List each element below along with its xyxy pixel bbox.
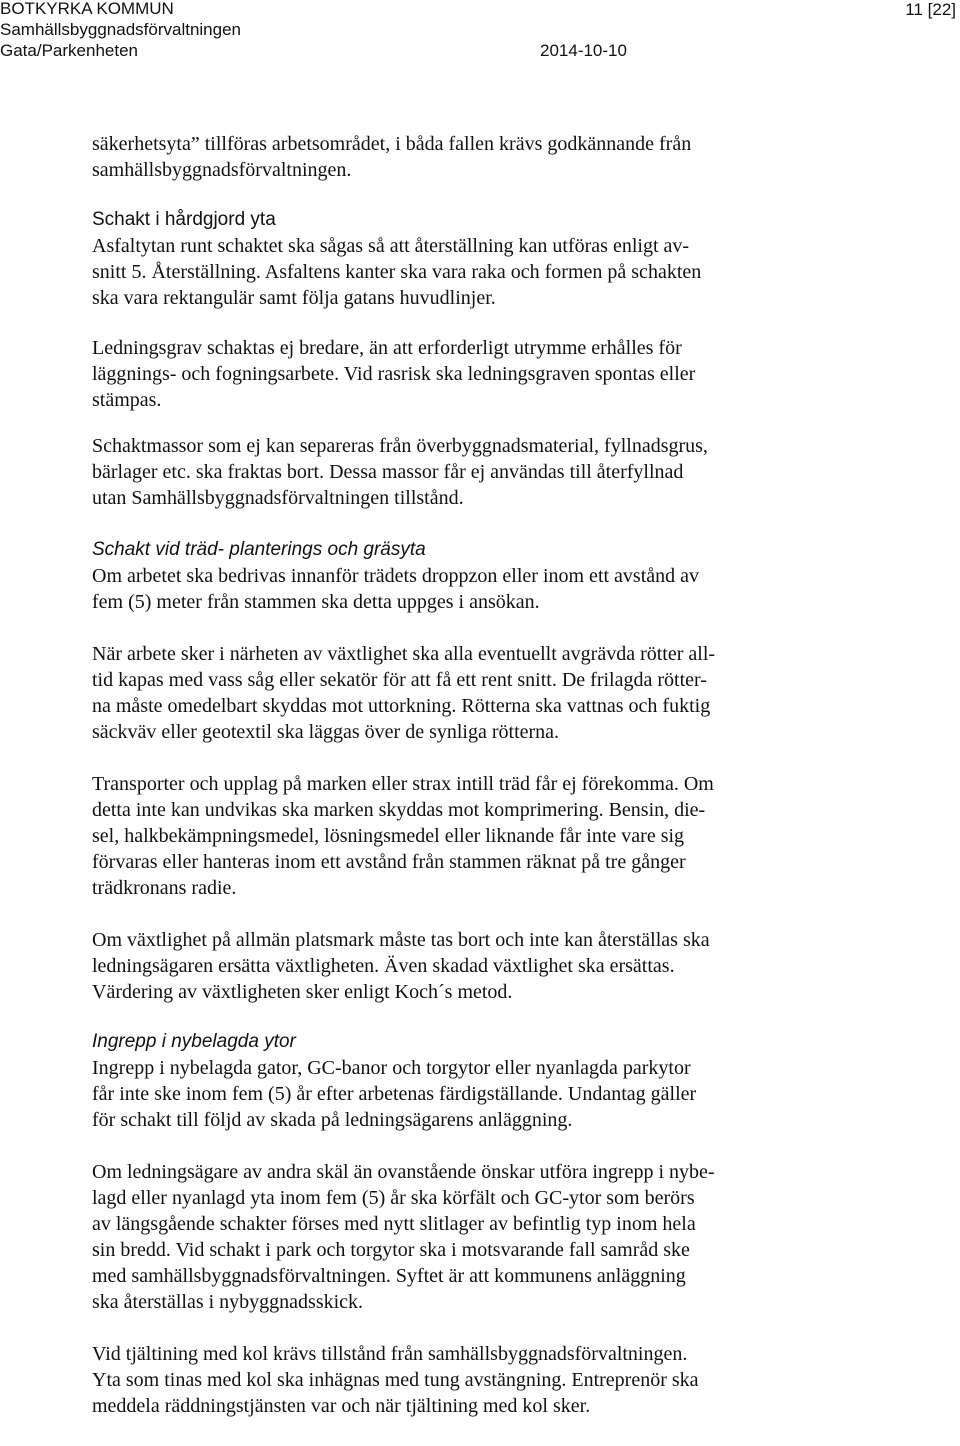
paragraph-droppzon: Om arbetet ska bedrivas innanför trädets droppzon eller inom ett avstånd av fem (5) meter från stammen ska detta uppges i ansökan. — [92, 565, 700, 613]
paragraph-ingrepp: Ingrepp i nybelagda gator, GC-banor och torgytor eller nyanlagda parkytor får inte ske inom fem (5) år efter arbetenas färdigställande. Undantag gäller för schakt till följd av skada på ledningsägarens anläggning. — [92, 1057, 697, 1131]
page-number: 11 [22] — [905, 0, 956, 19]
paragraph-ledningsgrav: Ledningsgrav schaktas ej bredare, än att erforderligt utrymme erhålles för läggnings- och fogningsarbete. Vid rasrisk ska ledningsgraven spontas eller stämpas. — [92, 337, 696, 411]
paragraph-schaktmassor: Schaktmassor som ej kan separeras från överbyggnadsmaterial, fyllnadsgrus, bärlager etc. ska fraktas bort. Dessa massor får ej användas till återfyllnad utan Samhällsbyggnadsförvaltningen tillstånd. — [92, 435, 708, 509]
document-date: 2014-10-10 — [540, 41, 627, 60]
paragraph-tjaltning: Vid tjältining med kol krävs tillstånd från samhällsbyggnadsförvaltningen. Yta som tinas med kol ska inhägnas med tung avstängning. Entreprenör ska meddela räddningstjänsten var och när tjältining med kol sker. — [92, 1343, 699, 1417]
paragraph-transporter: Transporter och upplag på marken eller strax intill träd får ej förekomma. Om detta inte kan undvikas ska marken skyddas mot komprimering. Bensin, die- sel, halkbekämpningsmedel, lösningsmedel eller liknande får inte vare sig förvaras eller hanteras inom ett avstånd från stammen räknat på tre gånger trädkronans radie. — [92, 773, 714, 899]
department-name: Samhällsbyggnadsförvaltningen — [0, 20, 241, 39]
paragraph-continuation: säkerhetsyta” tillföras arbetsområdet, i båda fallen krävs godkännande från samhällsbyggnadsförvaltningen. — [92, 133, 692, 181]
paragraph-rotter: När arbete sker i närheten av växtlighet ska alla eventuellt avgrävda rötter all- tid kapas med vass såg eller sekatör för att få ett rent snitt. De frilagda rötter- na måste omedelbart skyddas mot uttorkning. Rötterna ska vattnas och fuktig säckväv eller geotextil ska läggas över de synliga rötterna. — [92, 643, 716, 743]
unit-name: Gata/Parkenheten — [0, 41, 138, 60]
section-heading-hardgjord-yta: Schakt i hårdgjord yta — [92, 209, 276, 230]
organization-name: BOTKYRKA KOMMUN — [0, 0, 174, 18]
page-header — [0, 0, 960, 66]
document-body — [92, 131, 942, 1419]
paragraph-ovanstaende: Om ledningsägare av andra skäl än ovanstående önskar utföra ingrepp i nybe- lagd eller nyanlagd yta inom fem (5) år ska körfält och GC-ytor som berörs av längsgående schakter förses med nytt slitlager av befintlig typ inom hela sin bredd. Vid schakt i park och torgytor ska i motsvarande fall samråd ske med samhällsbyggnadsförvaltningen. Syftet är att kommunens anläggning ska återställas i nybyggnadsskick. — [92, 1161, 715, 1313]
paragraph-asfalt: Asfaltytan runt schaktet ska sågas så att återställning kan utföras enligt av- snitt 5. Återställning. Asfaltens kanter ska vara raka och formen på schakten ska vara rektangulär samt följa gatans huvudlinjer. — [92, 235, 702, 309]
section-heading-trad-planterings: Schakt vid träd- planterings och gräsyta — [92, 539, 426, 560]
section-heading-nybelagda-ytor: Ingrepp i nybelagda ytor — [92, 1031, 296, 1052]
paragraph-vaxtlighet: Om växtlighet på allmän platsmark måste tas bort och inte kan återställas ska ledningsägaren ersätta växtligheten. Även skadad växtlighet ska ersättas. Värdering av växtligheten sker enligt Koch´s metod. — [92, 929, 710, 1003]
